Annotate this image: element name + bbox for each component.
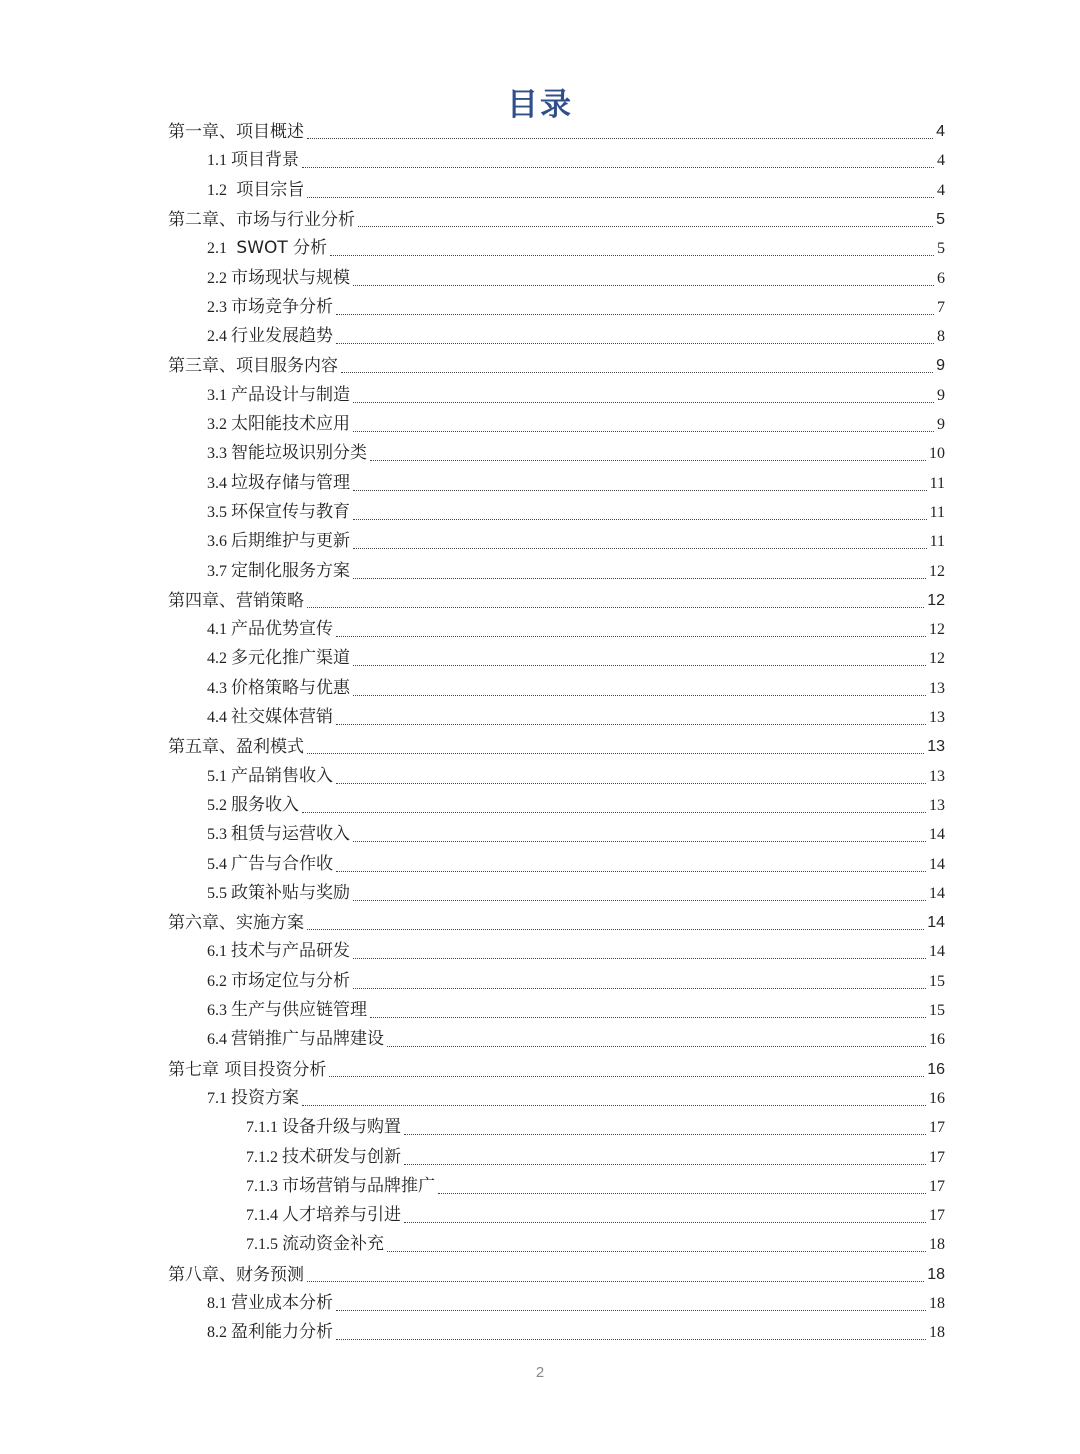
toc-entry-number: 5.4 bbox=[207, 855, 227, 873]
toc-entry[interactable] bbox=[207, 966, 945, 995]
toc-entry-text: 定制化服务方案 bbox=[231, 560, 350, 581]
toc-entry-page: 17 bbox=[929, 1119, 945, 1137]
toc-entry-page: 4 bbox=[936, 123, 945, 140]
toc-entry-label bbox=[207, 618, 333, 643]
toc-entry-label bbox=[207, 765, 333, 790]
dot-leader bbox=[302, 1105, 926, 1106]
toc-entry-text: 市场营销与品牌推广 bbox=[282, 1175, 435, 1196]
toc-entry-label bbox=[168, 121, 304, 145]
dot-leader bbox=[404, 1222, 926, 1223]
dot-leader bbox=[330, 255, 934, 256]
toc-entry[interactable] bbox=[207, 702, 945, 731]
dot-leader bbox=[307, 1281, 924, 1282]
dot-leader bbox=[370, 460, 926, 461]
toc-entry-page: 16 bbox=[929, 1031, 945, 1049]
toc-entry-number: 7.1 bbox=[207, 1089, 227, 1107]
toc-entry-text: 设备升级与购置 bbox=[282, 1117, 401, 1138]
toc-entry-text: SWOT 分析 bbox=[231, 238, 328, 259]
toc-entry-page: 5 bbox=[936, 210, 945, 228]
toc-entry-page: 17 bbox=[929, 1177, 945, 1195]
toc-entry-text: 流动资金补充 bbox=[282, 1234, 384, 1255]
toc-entry-text: 广告与合作收 bbox=[231, 853, 333, 874]
toc-entry-page: 13 bbox=[929, 767, 945, 785]
toc-entry-page: 10 bbox=[929, 445, 945, 463]
dot-leader bbox=[353, 285, 934, 286]
toc-entry[interactable] bbox=[207, 292, 945, 321]
toc-entry[interactable] bbox=[207, 145, 945, 174]
toc-entry-text: 后期维护与更新 bbox=[231, 531, 350, 552]
toc-entry-label bbox=[207, 267, 350, 292]
toc-entry-label bbox=[207, 149, 299, 174]
toc-entry-number: 3.5 bbox=[207, 503, 227, 521]
dot-leader bbox=[387, 1251, 926, 1252]
toc-entry[interactable] bbox=[207, 1083, 945, 1112]
toc-entry-page: 14 bbox=[929, 855, 945, 873]
toc-entry-text: 垃圾存储与管理 bbox=[231, 472, 350, 493]
toc-entry[interactable] bbox=[246, 1229, 945, 1258]
dot-leader bbox=[307, 138, 933, 139]
toc-entry-label bbox=[207, 794, 299, 819]
toc-entry-text: 服务收入 bbox=[231, 794, 299, 815]
dot-leader bbox=[336, 314, 934, 315]
dot-leader bbox=[307, 197, 934, 198]
dot-leader bbox=[307, 753, 924, 754]
toc-entry-label bbox=[207, 296, 333, 321]
dot-leader bbox=[353, 519, 927, 520]
toc-entry-label bbox=[168, 1059, 326, 1083]
toc-entry[interactable] bbox=[168, 350, 945, 379]
toc-entry-number: 5.2 bbox=[207, 796, 227, 814]
toc-entry-page: 18 bbox=[929, 1236, 945, 1254]
toc-entry-number: 7.1.3 bbox=[246, 1177, 278, 1195]
toc-entry-number: 7.1.2 bbox=[246, 1148, 278, 1166]
toc-entry-label bbox=[207, 677, 350, 702]
toc-entry-text: 第五章、盈利模式 bbox=[168, 737, 304, 758]
toc-entry-label bbox=[207, 647, 350, 672]
toc-entry-text: 人才培养与引进 bbox=[282, 1205, 401, 1226]
dot-leader bbox=[336, 1339, 926, 1340]
dot-leader bbox=[336, 1310, 926, 1311]
toc-entry[interactable] bbox=[207, 497, 945, 526]
toc-entry-number: 7.1.5 bbox=[246, 1236, 278, 1254]
toc-entry-page: 14 bbox=[929, 943, 945, 961]
toc-entry-label bbox=[246, 1204, 401, 1229]
dot-leader bbox=[404, 1134, 926, 1135]
toc-entry-page: 13 bbox=[927, 738, 945, 756]
toc-entry-number: 2.3 bbox=[207, 298, 227, 316]
toc-entry-text: 第三章、项目服务内容 bbox=[168, 356, 338, 377]
dot-leader bbox=[341, 372, 933, 373]
toc-entry-page: 9 bbox=[937, 386, 945, 404]
toc-entry-text: 产品设计与制造 bbox=[231, 384, 350, 405]
toc-entry-label bbox=[246, 1175, 435, 1200]
dot-leader bbox=[353, 841, 926, 842]
toc-entry-label bbox=[207, 384, 350, 409]
toc-entry-text: 第四章、营销策略 bbox=[168, 590, 304, 611]
toc-entry-label bbox=[207, 325, 333, 350]
toc-entry-page: 12 bbox=[927, 591, 945, 609]
toc-entry-label bbox=[207, 999, 367, 1024]
toc-entry-number: 6.1 bbox=[207, 943, 227, 961]
dot-leader bbox=[353, 490, 927, 491]
toc-entry-label bbox=[246, 1146, 401, 1171]
toc-entry-number: 1.1 bbox=[207, 152, 227, 170]
toc-entry-number: 4.2 bbox=[207, 650, 227, 668]
toc-entry[interactable] bbox=[207, 614, 945, 643]
toc-entry-number: 2.1 bbox=[207, 240, 227, 258]
toc-entry-text: 营销推广与品牌建设 bbox=[231, 1029, 384, 1050]
toc-entry-number: 4.4 bbox=[207, 709, 227, 726]
toc-entry-text: 多元化推广渠道 bbox=[231, 648, 350, 669]
toc-entry[interactable] bbox=[207, 1317, 945, 1346]
toc-entry-page: 16 bbox=[927, 1060, 945, 1078]
toc-entry[interactable] bbox=[207, 556, 945, 585]
toc-entry-label bbox=[207, 853, 333, 878]
toc-entry-page: 9 bbox=[936, 357, 945, 375]
toc-entry[interactable] bbox=[207, 321, 945, 350]
dot-leader bbox=[353, 695, 926, 696]
toc-entry[interactable] bbox=[246, 1142, 945, 1171]
toc-entry-label bbox=[168, 912, 304, 936]
toc-entry-label bbox=[207, 970, 350, 995]
dot-leader bbox=[307, 929, 924, 930]
toc-entry[interactable] bbox=[207, 761, 945, 790]
toc-entry-number: 8.1 bbox=[207, 1295, 227, 1312]
toc-entry[interactable] bbox=[207, 233, 945, 262]
dot-leader bbox=[302, 812, 926, 813]
dot-leader bbox=[353, 958, 926, 959]
toc-entry-number: 7.1.4 bbox=[246, 1207, 278, 1225]
toc-entry-text: 第六章、实施方案 bbox=[168, 913, 304, 934]
toc-entry[interactable] bbox=[207, 819, 945, 848]
page-number: 2 bbox=[535, 1364, 545, 1381]
toc-entry-number: 2.4 bbox=[207, 328, 227, 346]
toc-entry[interactable] bbox=[207, 380, 945, 409]
toc-entry[interactable] bbox=[168, 907, 945, 936]
toc-entry-page: 12 bbox=[929, 562, 945, 580]
toc-entry-number: 3.6 bbox=[207, 533, 227, 551]
toc-entry-label bbox=[207, 442, 367, 467]
toc-entry-page: 18 bbox=[929, 1295, 945, 1312]
toc-entry[interactable] bbox=[207, 790, 945, 819]
toc-entry-label bbox=[207, 1321, 333, 1346]
toc-entry[interactable] bbox=[207, 526, 945, 555]
toc-entry-text: 生产与供应链管理 bbox=[231, 1000, 367, 1020]
toc-entry-number: 3.1 bbox=[207, 386, 227, 404]
toc-entry-label bbox=[168, 736, 304, 760]
toc-entry[interactable] bbox=[207, 409, 945, 438]
toc-entry-number: 3.2 bbox=[207, 416, 227, 433]
toc-entry-text: 智能垃圾识别分类 bbox=[231, 443, 367, 464]
toc-entry-label bbox=[168, 355, 338, 379]
toc-entry[interactable] bbox=[246, 1112, 945, 1141]
dot-leader bbox=[404, 1164, 926, 1165]
toc-entry-page: 15 bbox=[929, 1002, 945, 1019]
dot-leader bbox=[336, 636, 926, 637]
toc-entry-number: 3.4 bbox=[207, 474, 227, 492]
toc-entry[interactable] bbox=[207, 995, 945, 1024]
toc-entry-number: 1.2 bbox=[207, 181, 227, 199]
toc-entry[interactable] bbox=[207, 468, 945, 497]
toc-entry-text: 营业成本分析 bbox=[231, 1293, 333, 1313]
toc-entry-text: 第七章 项目投资分析 bbox=[168, 1059, 327, 1080]
toc-entry-number: 6.3 bbox=[207, 1002, 227, 1019]
dot-leader bbox=[302, 167, 934, 168]
toc-entry-text: 市场现状与规模 bbox=[231, 267, 350, 288]
toc-entry[interactable] bbox=[207, 263, 945, 292]
toc-entry-label bbox=[246, 1233, 384, 1258]
toc-entry-text: 行业发展趋势 bbox=[231, 326, 333, 347]
dot-leader bbox=[353, 988, 926, 989]
toc-entry-page: 14 bbox=[929, 826, 945, 844]
toc-entry-page: 17 bbox=[929, 1207, 945, 1225]
page-title: 目录 bbox=[507, 86, 573, 123]
toc-entry-number: 6.4 bbox=[207, 1031, 227, 1049]
toc-entry-text: 项目背景 bbox=[231, 150, 299, 171]
toc-entry-label bbox=[207, 179, 304, 204]
toc-entry-page: 5 bbox=[937, 240, 945, 258]
toc-entry-page: 13 bbox=[929, 796, 945, 814]
dot-leader bbox=[387, 1046, 926, 1047]
toc-entry-page: 14 bbox=[927, 914, 945, 932]
toc-entry-text: 太阳能技术应用 bbox=[231, 414, 350, 434]
toc-entry-page: 16 bbox=[929, 1089, 945, 1107]
toc-entry-number: 6.2 bbox=[207, 972, 227, 990]
toc-entry[interactable] bbox=[207, 175, 945, 204]
toc-entry-page: 13 bbox=[929, 679, 945, 697]
toc-entry-text: 第二章、市场与行业分析 bbox=[168, 209, 355, 230]
dot-leader bbox=[336, 724, 926, 725]
dot-leader bbox=[336, 343, 934, 344]
toc-entry[interactable] bbox=[168, 116, 945, 145]
toc-entry-text: 第一章、项目概述 bbox=[168, 122, 304, 142]
toc-entry-number: 4.3 bbox=[207, 679, 227, 697]
dot-leader bbox=[329, 1076, 924, 1077]
toc-entry[interactable] bbox=[168, 204, 945, 233]
toc-entry-text: 产品优势宣传 bbox=[231, 619, 333, 640]
toc-entry-label bbox=[168, 1264, 304, 1288]
dot-leader bbox=[353, 578, 926, 579]
toc-entry-label bbox=[207, 882, 350, 907]
dot-leader bbox=[353, 431, 934, 432]
toc-entry-label bbox=[207, 530, 350, 555]
toc-entry-text: 第八章、财务预测 bbox=[168, 1264, 304, 1285]
toc-entry[interactable] bbox=[168, 1259, 945, 1288]
dot-leader bbox=[353, 665, 926, 666]
toc-entry-number: 5.5 bbox=[207, 884, 227, 902]
toc-entry-page: 9 bbox=[937, 416, 945, 433]
toc-entry[interactable] bbox=[207, 936, 945, 965]
toc-entry[interactable] bbox=[207, 1024, 945, 1053]
dot-leader bbox=[358, 226, 933, 227]
dot-leader bbox=[353, 900, 926, 901]
toc-entry[interactable] bbox=[207, 643, 945, 672]
toc-entry-page: 7 bbox=[937, 298, 945, 316]
toc-entry-number: 3.7 bbox=[207, 562, 227, 580]
toc-entry-page: 6 bbox=[937, 269, 945, 287]
dot-leader bbox=[307, 607, 924, 608]
toc-entry-text: 投资方案 bbox=[231, 1087, 299, 1108]
toc-entry[interactable] bbox=[246, 1171, 945, 1200]
toc-entry-page: 17 bbox=[929, 1148, 945, 1166]
dot-leader bbox=[370, 1017, 926, 1018]
toc-entry-page: 4 bbox=[937, 152, 945, 170]
toc-entry[interactable] bbox=[207, 878, 945, 907]
toc-entry-page: 11 bbox=[929, 533, 945, 551]
toc-entry-number: 3.3 bbox=[207, 445, 227, 463]
toc-entry-label bbox=[207, 940, 350, 965]
toc-entry[interactable] bbox=[207, 673, 945, 702]
toc-entry-text: 价格策略与优惠 bbox=[231, 677, 350, 698]
toc-entry-label bbox=[207, 823, 350, 848]
toc-entry[interactable] bbox=[246, 1200, 945, 1229]
toc-entry-label bbox=[168, 209, 355, 233]
toc-entry-label bbox=[207, 501, 350, 526]
toc-entry[interactable] bbox=[207, 438, 945, 467]
toc-entry-page: 18 bbox=[927, 1265, 945, 1283]
toc-entry[interactable] bbox=[168, 731, 945, 760]
toc-entry-text: 政策补贴与奖励 bbox=[231, 882, 350, 903]
toc-entry-label bbox=[207, 560, 350, 585]
toc-entry-label bbox=[246, 1116, 401, 1141]
toc-entry[interactable] bbox=[168, 1054, 945, 1083]
toc-entry-page: 12 bbox=[929, 621, 945, 639]
toc-entry-text: 社交媒体营销 bbox=[231, 707, 333, 727]
toc-entry-label bbox=[207, 1028, 384, 1053]
toc-entry-page: 15 bbox=[929, 972, 945, 990]
toc-entry-label bbox=[168, 590, 304, 614]
toc-entry-page: 11 bbox=[929, 503, 945, 521]
toc-entry-label bbox=[207, 1292, 333, 1317]
toc-entry-text: 盈利能力分析 bbox=[231, 1322, 333, 1343]
toc-entry-text: 环保宣传与教育 bbox=[231, 501, 350, 522]
toc-entry-text: 技术与产品研发 bbox=[231, 941, 350, 962]
toc-entry-label bbox=[207, 413, 350, 438]
toc-entry-number: 5.1 bbox=[207, 767, 227, 785]
toc-entry-label bbox=[207, 237, 327, 262]
toc-entry-number: 8.2 bbox=[207, 1324, 227, 1342]
toc-entry-page: 11 bbox=[929, 474, 945, 492]
toc-entry[interactable] bbox=[168, 585, 945, 614]
toc-entry-text: 市场竞争分析 bbox=[231, 296, 333, 317]
toc-entry-text: 租赁与运营收入 bbox=[231, 824, 350, 845]
toc-entry-number: 4.1 bbox=[207, 621, 227, 639]
toc-entry-page: 12 bbox=[929, 650, 945, 668]
dot-leader bbox=[438, 1193, 926, 1194]
toc-entry-text: 产品销售收入 bbox=[231, 765, 333, 786]
toc-entry-text: 技术研发与创新 bbox=[282, 1146, 401, 1167]
dot-leader bbox=[353, 548, 927, 549]
dot-leader bbox=[336, 783, 926, 784]
toc-entry-page: 4 bbox=[937, 181, 945, 199]
toc-entry-number: 2.2 bbox=[207, 269, 227, 287]
toc-entry-number: 5.3 bbox=[207, 826, 227, 844]
toc-entry-page: 8 bbox=[937, 328, 945, 346]
toc-entry-page: 14 bbox=[929, 884, 945, 902]
toc-entry-page: 13 bbox=[929, 709, 945, 726]
toc-entry[interactable] bbox=[207, 1288, 945, 1317]
toc-entry-label bbox=[207, 706, 333, 731]
toc-entry-number: 7.1.1 bbox=[246, 1119, 278, 1137]
toc-entry[interactable] bbox=[207, 849, 945, 878]
dot-leader bbox=[353, 402, 934, 403]
toc-entry-page: 18 bbox=[929, 1324, 945, 1342]
dot-leader bbox=[336, 871, 926, 872]
toc-entry-label bbox=[207, 472, 350, 497]
toc-entry-label bbox=[207, 1087, 299, 1112]
toc-entry-text: 市场定位与分析 bbox=[231, 970, 350, 991]
toc-entry-text: 项目宗旨 bbox=[231, 179, 305, 200]
